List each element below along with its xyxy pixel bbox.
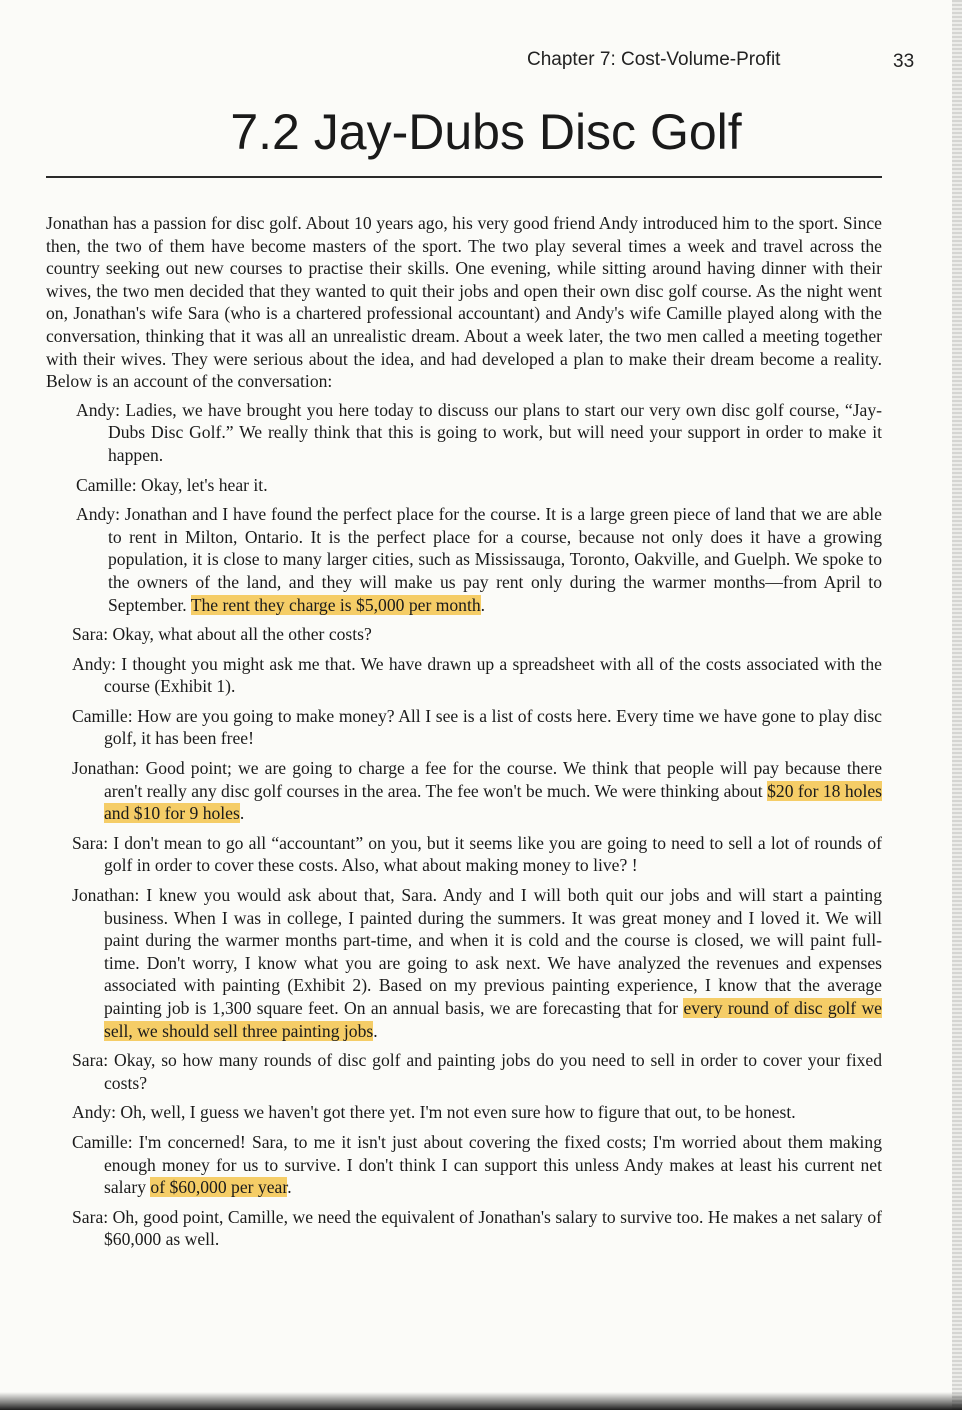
dialogue-text: Camille: Okay, let's hear it. <box>76 474 268 495</box>
dialogue-text: Camille: How are you going to make money? All I see is a list of costs here. Every time we have gone to play disc golf, it has been free! <box>72 705 882 749</box>
dialogue-text: Andy: I thought you might ask me that. We have drawn up a spreadsheet with all of the costs associated with the course (Exhibit 1). <box>72 653 882 697</box>
dialogue-turn <box>76 474 882 497</box>
dialogue-text: Sara: Oh, good point, Camille, we need the equivalent of Jonathan's salary to survive too. He makes a net salary of $60,000 as well. <box>72 1206 882 1250</box>
dialogue-turn <box>72 1131 882 1199</box>
dialogue-turn <box>72 832 882 877</box>
page-number: 33 <box>893 51 915 72</box>
dialogue-text: Camille: I'm concerned! Sara, to me it isn't just about covering the fixed costs; I'm worried about them making enough money for us to survive. I don't think I can support this unless Andy makes at least his current net salary <box>72 1131 882 1198</box>
chapter-title: Chapter 7: Cost-Volume-Profit <box>527 49 781 70</box>
punctuation: . <box>287 1177 292 1198</box>
dialogue-turn <box>72 623 882 646</box>
dialogue-text: Sara: I don't mean to go all “accountant” on you, but it seems like you are going to need to sell a lot of rounds of golf in order to cover these costs. Also, what about making money to live? ! <box>72 832 882 876</box>
dialogue-turn <box>76 399 882 467</box>
dialogue-turn <box>72 757 882 825</box>
highlighted-text: $20 for 18 holes and $10 for 9 holes <box>104 780 882 824</box>
dialogue-turn <box>72 884 882 1042</box>
section-title: 7.2 Jay-Dubs Disc Golf <box>230 104 742 160</box>
punctuation: . <box>239 803 245 824</box>
dialogue-turn <box>72 1049 882 1094</box>
dialogue-text: Jonathan: I knew you would ask about that, Sara. Andy and I will both quit our jobs and will start a painting business. When I was in college, I painted during the summers. It was great money and I loved it. We will paint during the warmer months part-time, and when it is cold and the course is closed, we will paint full-time. Don't worry, I know what you are going to ask next. We have analyzed the revenues and expenses associated with painting (Exhibit 2). Based on my previous painting experience, I know that the average painting job is 1,300 square feet. On an annual basis, we are forecasting that for <box>72 885 882 1018</box>
punctuation: . <box>480 594 486 615</box>
punctuation: . <box>373 1020 378 1041</box>
body-text <box>46 212 882 1258</box>
dialogue-text: Jonathan: Good point; we are going to charge a fee for the course. We think that people will pay because there aren't really any disc golf courses in the area. The fee won't be much. We were thinking about <box>72 758 882 801</box>
page-edge <box>952 0 962 1410</box>
dialogue-text: Sara: Okay, so how many rounds of disc golf and painting jobs do you need to sell in order to cover your fixed costs? <box>72 1050 882 1093</box>
dialogue-text: Sara: Okay, what about all the other costs? <box>72 624 372 645</box>
highlighted-text: of $60,000 per year <box>150 1177 288 1198</box>
highlighted-text: every round of disc golf we sell, we should sell three painting jobs <box>104 998 882 1041</box>
scan-shadow <box>0 1392 962 1410</box>
dialogue-turn <box>72 653 882 698</box>
dialogue-text: Andy: Ladies, we have brought you here today to discuss our plans to start our very own disc golf course, “Jay-Dubs Disc Golf.” We really think that this is going to work, but will need your support in order to make it happen. <box>76 399 882 465</box>
dialogue-turn <box>76 503 882 616</box>
dialogue <box>46 399 882 1251</box>
dialogue-turn <box>72 1101 882 1124</box>
title-rule <box>46 176 882 178</box>
dialogue-turn <box>72 1206 882 1251</box>
dialogue-text: Andy: Oh, well, I guess we haven't got there yet. I'm not even sure how to figure that out, to be honest. <box>72 1102 796 1123</box>
highlighted-text: The rent they charge is $5,000 per month <box>190 594 481 615</box>
intro-paragraph: Jonathan has a passion for disc golf. About 10 years ago, his very good friend Andy introduced him to the sport. Since then, the two of them have become masters of the sport. The two play several times a week and travel across the country seeking out new courses to practise their skills. One evening, while sitting around having dinner with their wives, the two men decided that they wanted to quit their jobs and open their own disc golf course. As the night went on, Jonathan's wife Sara (who is a chartered professional accountant) and Andy's wife Camille played along with the conversation, thinking that it was all an unrealistic dream. About a week later, the two men called a meeting together with their wives. They were serious about the idea, and had developed a plan to make their dream become a reality. Below is an account of the conversation: <box>46 213 882 392</box>
dialogue-turn <box>72 705 882 750</box>
running-header <box>0 49 962 73</box>
dialogue-text: Andy: Jonathan and I have found the perfect place for the course. It is a large green piece of land that we are able to rent in Milton, Ontario. It is the perfect place for a course, because not only does it have a growing population, it is close to many larger cities, such as Mississauga, Toronto, Oakville, and Guelph. We spoke to the owners of the land, and they will make us pay rent only during the warmer months—from April to September. <box>76 504 882 615</box>
